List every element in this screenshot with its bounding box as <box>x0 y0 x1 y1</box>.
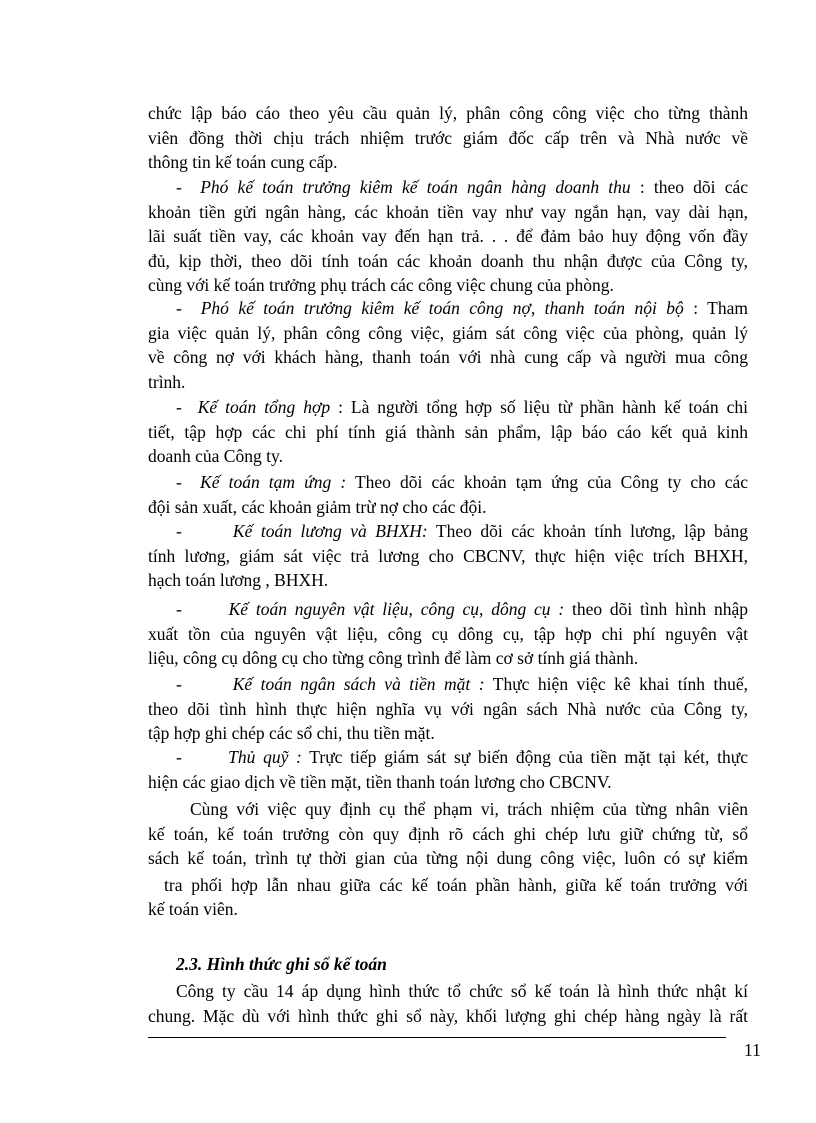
item-first-line <box>148 296 748 321</box>
item-title: Kế toán tạm ứng : <box>200 472 347 492</box>
closing-paragraph-continued <box>164 873 748 898</box>
item-title: Kế toán tổng hợp <box>197 397 331 417</box>
text-line: tiết, tập hợp các chi phí tính giá thành sản phẩm, lập báo cáo kết quả kinh <box>148 421 748 442</box>
bullet-dash: - <box>176 747 182 767</box>
item-text: theo dõi tình hình nhập <box>564 599 748 619</box>
text-line: cùng với kế toán trưởng phụ trách các công việc chung của phòng. <box>148 275 614 295</box>
bullet-dash: - <box>176 674 182 694</box>
list-item <box>148 296 748 394</box>
item-title: Thủ quỹ : <box>228 747 302 767</box>
item-text: : Tham <box>683 298 748 318</box>
item-first-line <box>148 175 748 200</box>
text-line: gia việc quản lý, phân công công việc, giám sát công việc của phòng, quản lý <box>148 322 748 343</box>
item-title: Kế toán lương và BHXH: <box>232 521 428 541</box>
opening-paragraph <box>148 101 748 175</box>
text-line: theo dõi tình hình thực hiện nghĩa vụ với ngân sách Nhà nước của Công ty, <box>148 698 748 719</box>
item-text: Theo dõi các khoản tạm ứng của Công ty cho các <box>346 472 748 492</box>
bullet-dash: - <box>176 521 182 541</box>
list-item <box>148 519 748 593</box>
page-number: 11 <box>744 1040 761 1060</box>
text-line: chức lập báo cáo theo yêu cầu quản lý, phân công công việc cho từng thành <box>148 103 748 123</box>
text-line: doanh của Công ty. <box>148 446 283 466</box>
item-first-line <box>148 395 748 420</box>
item-title: Phó kế toán trưởng kiêm kế toán công nợ, thanh toán nội bộ <box>200 298 684 318</box>
text-line: xuất tồn của nguyên vật liệu, công cụ dông cụ, tập hợp chi phí nguyên vật <box>148 623 748 644</box>
text-line: về công nợ với khách hàng, thanh toán với nhà cung cấp và người mua công <box>148 347 748 367</box>
bullet-dash: - <box>176 298 182 318</box>
text-line: tập hợp ghi chép các sổ chi, thu tiền mặt. <box>148 723 435 743</box>
text-line: kế toán viên. <box>148 899 238 919</box>
list-item <box>148 672 748 746</box>
item-first-line <box>148 672 748 697</box>
item-title: Kế toán nguyên vật liệu, công cụ, dông cụ : <box>228 599 565 619</box>
list-item <box>148 470 748 519</box>
item-text: Trực tiếp giám sát sự biến động của tiền mặt tại két, thực <box>301 747 748 767</box>
list-item <box>148 175 748 298</box>
footer-rule <box>148 1037 726 1038</box>
text-line: tính lương, giám sát việc trả lương cho CBCNV, thực hiện việc trích BHXH, <box>148 545 748 566</box>
text-line: đội sản xuất, các khoản giảm trừ nợ cho các đội. <box>148 496 487 517</box>
text-line: hiện các giao dịch về tiền mặt, tiền thanh toán lương cho CBCNV. <box>148 771 612 792</box>
text-line: viên đồng thời chịu trách nhiệm trước giám đốc cấp trên và Nhà nước về <box>148 127 748 148</box>
bullet-dash: - <box>176 177 182 197</box>
text-line: tra phối hợp lẫn nhau giữa các kế toán phần hành, giữa kế toán trưởng với <box>164 875 748 895</box>
item-text: Theo dõi các khoản tính lương, lập bảng <box>427 521 748 541</box>
item-first-line <box>148 470 748 495</box>
text-line: trình. <box>148 371 186 392</box>
text-line: hạch toán lương , BHXH. <box>148 570 329 590</box>
item-first-line <box>148 597 748 622</box>
section-heading: 2.3. Hình thức ghi sổ kế toán <box>176 954 387 974</box>
bullet-dash: - <box>176 472 182 492</box>
text-line: sách kế toán, trình tự thời gian của từng nội dung công việc, luôn có sự kiểm <box>148 848 748 868</box>
text-line: Cùng với việc quy định cụ thể phạm vi, trách nhiệm của từng nhân viên <box>190 799 748 819</box>
item-first-line <box>148 519 748 544</box>
text-line: đủ, kịp thời, theo dõi tính toán các khoản doanh thu nhận được của Công ty, <box>148 250 748 271</box>
item-text: : theo dõi các <box>630 177 748 197</box>
list-item <box>148 745 748 794</box>
item-text: Thực hiện việc kê khai tính thuế, <box>484 674 748 694</box>
item-first-line <box>148 745 748 770</box>
text-line: Công ty cầu 14 áp dụng hình thức tổ chức sổ kế toán là hình thức nhật kí <box>176 981 748 1001</box>
section-paragraph <box>148 979 748 1028</box>
text-line: kế toán, kế toán trưởng còn quy định rõ cách ghi chép lưu giữ chứng từ, sổ <box>148 823 748 844</box>
text-line: thông tin kế toán cung cấp. <box>148 152 338 172</box>
item-title: Kế toán ngân sách và tiền mặt : <box>232 674 485 694</box>
item-title: Phó kế toán trưởng kiêm kế toán ngân hàng doanh thu <box>200 177 631 197</box>
list-item <box>148 395 748 469</box>
text-line: liệu, công cụ dông cụ cho từng công trình để làm cơ sở tính giá thành. <box>148 648 639 668</box>
text-line: lãi suất tiền vay, các khoản vay đến hạn trả. . . để đảm bảo huy động vốn đầy <box>148 226 748 246</box>
closing-paragraph-end <box>148 897 748 922</box>
text-line: khoản tiền gửi ngân hàng, các khoản tiền vay như vay ngắn hạn, vay dài hạn, <box>148 201 748 222</box>
bullet-dash: - <box>176 397 182 417</box>
bullet-dash: - <box>176 599 182 619</box>
item-text: : Là người tổng hợp số liệu từ phần hành kế toán chi <box>330 397 748 417</box>
text-line: chung. Mặc dù với hình thức ghi sổ này, khối lượng ghi chép hàng ngày là rất <box>148 1005 748 1026</box>
list-item <box>148 597 748 671</box>
closing-paragraph <box>148 797 748 871</box>
